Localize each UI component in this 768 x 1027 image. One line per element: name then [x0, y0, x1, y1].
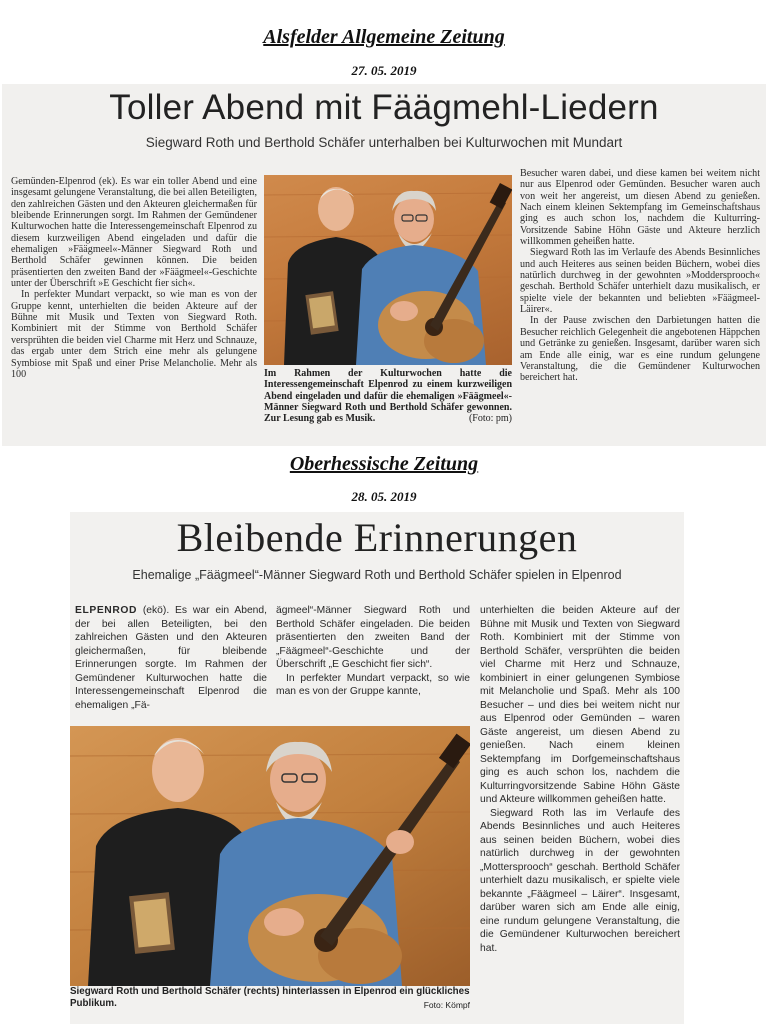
- paragraph-text: (ekö). Es war ein Abend, der bei allen Beteiligten, bei den zahlreichen Gästen und den Akteuren gleichermaßen, für bleibende Erinnerungen sorgte. Im Rahmen der Gemündener Kulturwochen hatte die Interessengemeinschaft Elpenrod die ehemaligen „Fä-: [75, 605, 267, 711]
- article-clipping-2: [70, 512, 684, 1024]
- caption-text: Siegward Roth und Berthold Schäfer (rechts) hinterlassen in Elpenrod ein glückliches Publikum.: [70, 986, 470, 1009]
- paragraph: unterhielten die beiden Akteure auf der Bühne mit Musik und Texten von Siegward Roth. Kombiniert mit der Stimme von Berthold Schäfer, versprühten die beiden viel Charme mit Herz und Schnauze, kombiniert in einer gelungenen Symbiose mit Melancholie und Spaß. Mehr als 100 Besucher – und dies bei weitem nicht nur aus Elpenrod oder Gemünden – waren Gäste angereist, um diesen Abend zu genießen. Nach einem kleinen Sektempfang im Dorfgemeinschaftshaus ging es auch schon los, nachdem die Kulturringvorsitzende Sabine Höhn Gäste und Akteure willkommen geheißen hatte.: [480, 605, 680, 805]
- newspaper-name-2: Oberhessische Zeitung: [289, 453, 479, 475]
- publication-date-2: 28. 05. 2019: [351, 489, 417, 504]
- article-photo-1: [264, 175, 512, 365]
- paragraph: ägmeel“-Männer Siegward Roth und Berthold Schäfer eingeladen. Die beiden präsentierten den zweiten Band der „Fäägmeel“-Geschichte und der Überschrift „E Geschicht fier sich“.: [276, 605, 470, 670]
- paragraph: Siegward Roth las im Verlaufe des Abends Besinnliches und auch Heiteres aus seinen beiden Büchern, wobei dies natürlich durchweg in der gewohnten „Mottersprooch“ geschah. Berthold Schäfer unterhielt dazu musikalisch, er spielte viele bekannte „Fäägmeel – Läirer“. Insgesamt, darüber waren sich am Ende alle einig, eine rundum gelungene Veranstaltung, die die Gemündener Kulturwochen bereichert hat.: [480, 807, 680, 954]
- article-headline-1: Toller Abend mit Fäägmehl-Liedern: [109, 88, 659, 127]
- article-subheadline-2: Ehemalige „Fäägmeel“-Männer Siegward Roth und Berthold Schäfer spielen in Elpenrod: [132, 568, 622, 582]
- article-subheadline-1: Siegward Roth und Berthold Schäfer unterhalben bei Kulturwochen mit Mundart: [145, 135, 623, 150]
- photo-credit-1: (Foto: pm): [468, 413, 512, 425]
- newspaper-name-1: Alsfelder Allgemeine Zeitung: [263, 26, 505, 48]
- paragraph: Gemünden-Elpenrod (ek). Es war ein toller Abend und eine insgesamt gelungene Veranstaltung, die bei allen Beteiligten, den zahlreichen Gästen und den Akteuren gleichermaßen für bleibende Erinnerungen sorgt. Im Rahmen der Gemündener Kulturwochen hatte die Interessengemeinschaft Elpenrod zu diesem kurzweiligen Abend eingeladen und dafür die ehemaligen »Fäägmeel«-Männer Siegward Roth und Berthold Schäfer gewinnen können. Die beiden präsentierten den zweiten Band der »Fäägmeel«-Geschichte unter der Überschrift »E Geschicht fier sich«.: [11, 176, 257, 290]
- paragraph: [75, 604, 267, 712]
- article-column-3: [520, 168, 760, 384]
- photo-credit-2: Foto: Kömpf: [423, 1000, 470, 1010]
- article-photo-2: [70, 726, 470, 986]
- photo-caption-2: [70, 986, 470, 1011]
- paragraph: Siegward Roth las im Verlaufe des Abends Besinnliches und auch Heiteres aus seinen beiden Büchern, wobei dies natürlich durchweg in der gewohnten »Moddersprooch« geschah. Berthold Schäfer unterhielt dazu musikalisch, er spielte viele der bekannten und beliebten »Fäägmeel-Läirer«.: [520, 247, 760, 316]
- article-column-3: [480, 604, 680, 955]
- paragraph: In der Pause zwischen den Darbietungen hatten die Besucher reichlich Gelegenheit die angebotenen Häppchen und Getränke zu genießen. Insgesamt, darüber waren sich am Ende alle einig, war es eine rundum gelungene Veranstaltung, die die Gemündener Kulturwochen bereichert hat.: [520, 315, 760, 384]
- paragraph: In perfekter Mundart verpackt, so wie man es von der Gruppe kennt, unterhielten die beiden Akteure auf der Bühne mit Musik und Texten von Siegward Roth. Kombiniert mit der Stimme von Berthold Schäfer versprühten die beiden viel Charme mit Herz und Schnauze, das ergab unter dem Strich eine mehr als gelungene Symbiose mit Spaß und einer Prise Melancholie. Mehr als 100: [11, 289, 257, 380]
- article-headline-2: Bleibende Erinnerungen: [176, 515, 578, 560]
- paragraph: In perfekter Mundart verpackt, so wie man es von der Gruppe kannte,: [276, 672, 470, 697]
- paragraph: Besucher waren dabei, und diese kamen bei weitem nicht nur aus Elpenrod oder Gemünden. Besucher waren auch von weit her angereist, um diesen Abend zu genießen. Nach einem kleinen Sektempfang im Gemeinschaftshaus ging es auch schon los, nachdem die Kulturring-Vorsitzende Sabine Höhn Gäste und Akteure herzlich willkommen geheißen hatte.: [520, 168, 760, 248]
- article-clipping-1: [2, 84, 766, 446]
- publication-date-1: 27. 05. 2019: [351, 63, 417, 78]
- dateline: ELPENROD: [75, 605, 138, 616]
- article-column-1: [11, 176, 257, 380]
- photo-caption-1: [264, 368, 512, 424]
- article-column-2: [276, 604, 470, 699]
- article-column-1: [75, 604, 267, 712]
- caption-text: Im Rahmen der Kulturwochen hatte die Interessengemeinschaft Elpenrod zu einem kurzweiligen Abend eingeladen und dafür die ehemaligen »Fäägmeel«-Männer Siegward Roth und Berthold Schäfer gewonnen. Zur Lesung gab es Musik.: [264, 368, 512, 425]
